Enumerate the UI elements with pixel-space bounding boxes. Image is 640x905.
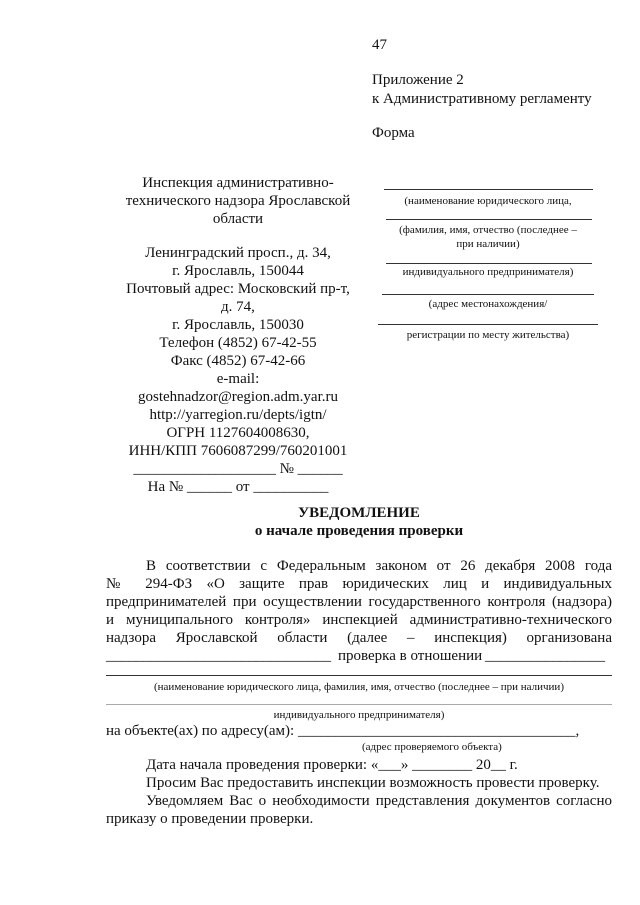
sender-reg-line: ___________________ № ______ [133, 461, 343, 477]
object-blank: _____________________________________, [298, 723, 580, 739]
recipient-caption-3: при наличии) [456, 238, 520, 250]
caption-object: (адрес проверяемого объекта) [362, 741, 502, 753]
recipient-ip-line [386, 263, 592, 264]
body-line-6-blank: ______________________________ [106, 648, 331, 664]
sender-org-line2: технического надзора Ярославской [125, 193, 351, 209]
page-number: 47 [372, 37, 387, 53]
sender-ogrn: ОГРН 1127604008630, [166, 425, 310, 441]
sender-postal-line3: г. Ярославль, 150030 [172, 317, 304, 333]
recipient-fio-line [386, 219, 592, 220]
sender-email: gostehnadzor@region.adm.yar.ru [137, 389, 338, 405]
sender-org-line3: области [212, 211, 264, 227]
recipient-address-line [382, 294, 594, 295]
recipient-caption-4: индивидуального предпринимателя) [402, 266, 574, 278]
recipient-name-line [384, 189, 593, 190]
sender-org-line1: Инспекция административно- [142, 175, 334, 191]
caption-ip: индивидуального предпринимателя) [273, 709, 445, 721]
request-line: Просим Вас предоставить инспекции возможность провести проверку. [146, 775, 600, 791]
caption-entity: (наименование юридического лица, фамилия, имя, отчество (последнее – при наличии) [154, 681, 564, 693]
body-line-6-blank2: ________________ [485, 648, 605, 664]
sender-fax: Факс (4852) 67-42-66 [170, 353, 306, 369]
ip-fill-line [106, 704, 612, 705]
body-line-1: В соответствии с Федеральным законом от 26 декабря 2008 года [146, 558, 612, 574]
entity-fill-line [106, 675, 612, 676]
recipient-caption-5: (адрес местонахождения/ [428, 298, 548, 310]
sender-inn-kpp: ИНН/КПП 7606087299/760201001 [128, 443, 348, 459]
recipient-caption-2: (фамилия, имя, отчество (последнее – [399, 224, 577, 236]
body-line-3: предпринимателей при осуществлении государственного контроля (надзора) [106, 594, 612, 610]
sender-postal-line1: Почтовый адрес: Московский пр-т, [126, 281, 350, 297]
sender-address-line1: Ленинградский просп., д. 34, [145, 245, 331, 261]
sender-ref-line: На № ______ от __________ [147, 479, 329, 495]
sender-phone: Телефон (4852) 67-42-55 [159, 335, 317, 351]
appendix-line2: к Административному регламенту [372, 91, 592, 107]
docs-line-2: приказу о проведении проверки. [106, 811, 314, 827]
body-line-5: надзора Ярославской области (далее – инспекция) организована [106, 630, 612, 646]
body-line-6-text: проверка в отношении [338, 648, 483, 664]
start-date-line: Дата начала проведения проверки: «___» ________ 20__ г. [146, 757, 518, 773]
recipient-registration-line [378, 324, 598, 325]
body-line-2: № 294-ФЗ «О защите прав юридических лиц и индивидуальных [106, 576, 612, 592]
object-text: на объекте(ах) по адресу(ам): [106, 723, 295, 739]
form-label: Форма [372, 125, 415, 141]
recipient-caption-1: (наименование юридического лица, [404, 195, 572, 207]
sender-postal-line2: д. 74, [221, 299, 255, 315]
appendix-line1: Приложение 2 [372, 72, 464, 88]
sender-website: http://yarregion.ru/depts/igtn/ [149, 407, 327, 423]
notice-title: УВЕДОМЛЕНИЕ [298, 505, 420, 521]
recipient-caption-6: регистрации по месту жительства) [406, 329, 570, 341]
docs-line-1: Уведомляем Вас о необходимости представления документов согласно [146, 793, 612, 809]
body-line-4: и муниципального контроля» инспекцией административно-технического [106, 612, 612, 628]
sender-address-line2: г. Ярославль, 150044 [172, 263, 304, 279]
sender-email-label: e-mail: [216, 371, 260, 387]
notice-subtitle: о начале проведения проверки [254, 523, 464, 539]
